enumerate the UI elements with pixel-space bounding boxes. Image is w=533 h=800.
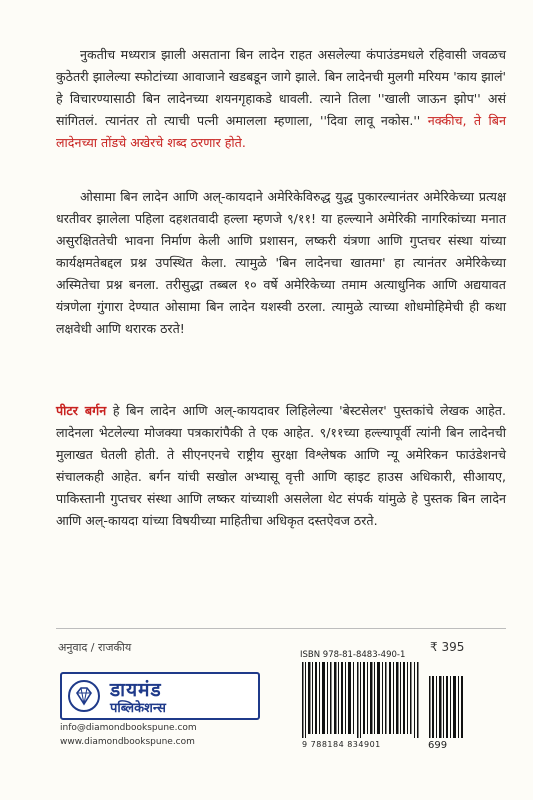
author-bio-text: हे बिन लादेन आणि अल्-कायदावर लिहिलेल्या 'बेस्टसेलर' पुस्तकांचे लेखक आहेत. लादेनला भेटलेल्या मोजक्या पत्रकारांपैकी ते एक आहेत. ९/११च्या हल्ल्यापूर्वी त्यांनी बिन लादेनची मुलाखत घेतली होती. ते सीएनएनचे राष्ट्रीय सुरक्षा विश्लेषक आणि न्यू अमेरिकन फाउंडेशनचे संचालकही आहेत. बर्गन यांची सखोल अभ्यासू वृत्ती आणि व्हाइट हाउस अधिकारी, सीआयए, पाकिस्तानी गुप्तचर संस्था आणि लष्कर यांच्याशी असलेला थेट संपर्क यांमुळे हे पुस्तक बिन लादेन आणि अल्-कायदा यांच्या विषयीच्या माहितीचा अधिकृत दस्तऐवज ठरते.: [56, 403, 506, 528]
publisher-name-line1: डायमंड: [110, 679, 162, 701]
publisher-email: info@diamondbookspune.com: [60, 723, 197, 733]
publisher-logo: [60, 672, 260, 720]
blurb-paragraph-1: [56, 44, 506, 154]
blurb-paragraph-2: ओसामा बिन लादेन आणि अल्-कायदाने अमेरिकेविरुद्ध युद्ध पुकारल्यानंतर अमेरिकेच्या प्रत्यक्ष धरतीवर झालेला पहिला दहशतवादी हल्ला म्हणजे ९/११! या हल्ल्याने अमेरिकी नागरिकांच्या मनात असुरक्षिततेची भावना निर्माण केली आणि प्रशासन, लष्करी यंत्रणा आणि गुप्तचर संस्था यांच्या कार्यक्षमतेबद्दल प्रश्न उपस्थित केला. त्यामुळे 'बिन लादेनचा खातमा' हा त्यानंतर अमेरिकेच्या अस्मितेचा प्रश्न बनला. तरीसुद्धा तब्बल १० वर्षे अमेरिकेच्या तमाम अत्याधुनिक आणि अद्ययावत यंत्रणेला गुंगारा देण्यात ओसामा बिन लादेन यशस्वी ठरला. त्यामुळे त्याच्या शोधमोहिमेची ही कथा लक्षवेधी आणि थरारक ठरते!: [56, 189, 506, 336]
publisher-name-line2: पब्लिकेशन्स: [110, 701, 166, 716]
price-addon-barcode: [428, 676, 466, 738]
diamond-logo-icon: [68, 680, 100, 712]
barcode-number: 9 788184 834901: [302, 740, 381, 749]
blurb-paragraph-1-highlight: नक्कीच, ते बिन लादेनच्या तोंडचे अखेरचे शब्द ठरणार होते.: [56, 113, 506, 150]
isbn-label: ISBN 978-81-8483-490-1: [300, 650, 406, 660]
footer-divider: [56, 628, 506, 629]
publisher-website: www.diamondbookspune.com: [60, 737, 195, 747]
blurb-paragraph-1-text: नुकतीच मध्यरात्र झाली असताना बिन लादेन राहत असलेल्या कंपाउंडमधले रहिवासी जवळच कुठेतरी झालेल्या स्फोटांच्या आवाजाने खडबडून जागे झाले. बिन लादेनची मुलगी मरियम 'काय झालं' हे विचारण्यासाठी बिन लादेनच्या शयनगृहाकडे धावली. त्याने तिला ''खाली जाऊन झोप'' असं सांगितलं. त्यानंतर तो त्याची पत्नी अमालला म्हणाला, ''दिवा लावू नकोस.'': [56, 47, 506, 128]
book-price: ₹ 395: [430, 640, 465, 654]
author-name: पीटर बर्गन: [56, 403, 107, 418]
barcode-addon-number: 699: [428, 740, 448, 751]
isbn-barcode: [300, 662, 420, 738]
author-bio: [56, 400, 506, 532]
book-category: अनुवाद / राजकीय: [58, 641, 132, 654]
